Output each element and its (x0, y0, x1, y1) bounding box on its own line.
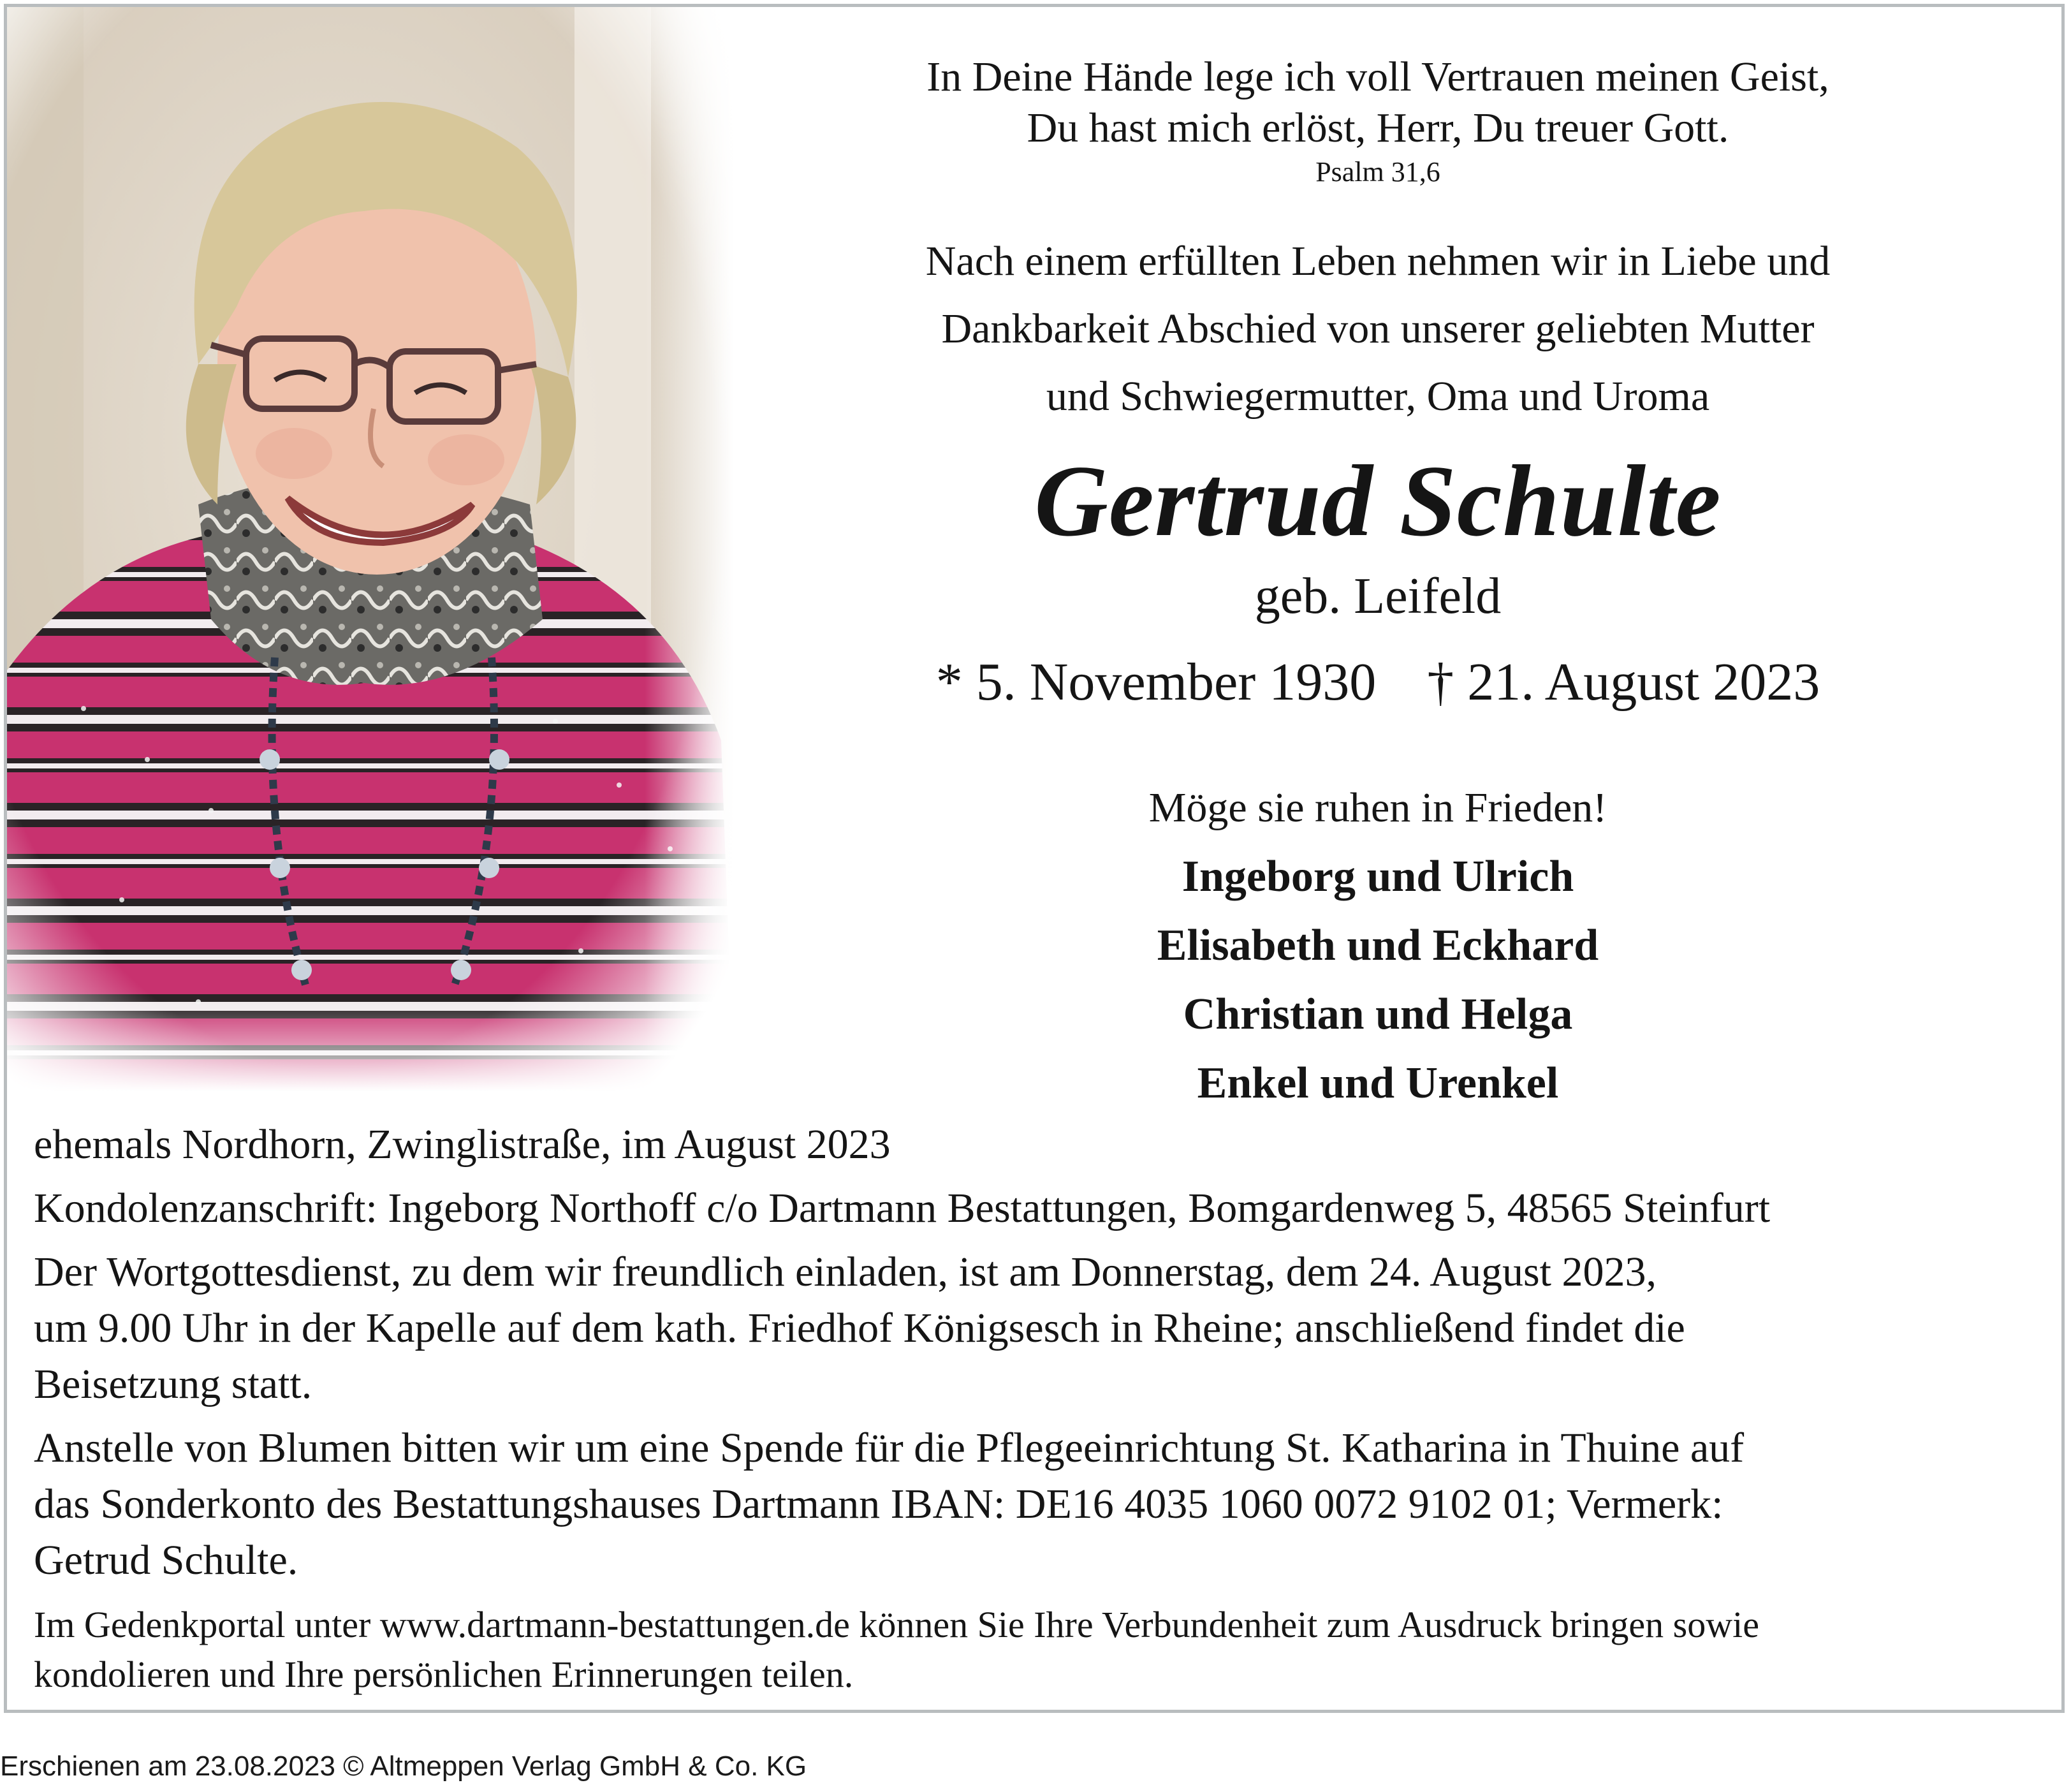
details-block (34, 1117, 2049, 1700)
family-member: Ingeborg und Ulrich (1182, 852, 1574, 901)
publication-footer: Erschienen am 23.08.2023 © Altmeppen Verlag GmbH & Co. KG (0, 1751, 807, 1782)
intro-text (772, 228, 1984, 430)
family-member: Enkel und Urenkel (1197, 1059, 1559, 1108)
portrait-photo (7, 7, 734, 1091)
family-member: Christian und Helga (1183, 990, 1573, 1039)
death-date: † 21. August 2023 (1427, 652, 1820, 712)
life-dates (772, 641, 1984, 724)
deceased-name: Gertrud Schulte (1034, 444, 1722, 557)
announcement-column (772, 52, 1984, 1118)
donation-line: Anstelle von Blumen bitten wir um eine Spende für die Pflegeeinrichtung St. Katharina in Thuine auf (34, 1425, 1745, 1471)
service-info (34, 1244, 2049, 1413)
donation-line: Getrud Schulte. (34, 1537, 298, 1583)
obituary-notice (4, 4, 2065, 1713)
donation-info (34, 1420, 2049, 1589)
service-line: Der Wortgottesdienst, zu dem wir freundlich einladen, ist am Donnerstag, dem 24. August 2023, (34, 1249, 1657, 1295)
rest-wish: Möge sie ruhen in Frieden! (1148, 784, 1607, 831)
motto-line-1: In Deine Hände lege ich voll Vertrauen meinen Geist, (926, 54, 1829, 100)
intro-line: Dankbarkeit Abschied von unserer geliebten Mutter (941, 305, 1815, 352)
motto-line-2: Du hast mich erlöst, Herr, Du treuer Gott. (1027, 105, 1729, 151)
service-line: um 9.00 Uhr in der Kapelle auf dem kath. Friedhof Königsesch in Rheine; anschließend findet die (34, 1305, 1685, 1351)
portal-line: kondolieren und Ihre persönlichen Erinnerungen teilen. (34, 1654, 854, 1695)
donation-line: das Sonderkonto des Bestattungshauses Dartmann IBAN: DE16 4035 1060 0072 9102 01; Vermerk: (34, 1481, 1723, 1527)
memorial-portal-info (34, 1600, 2049, 1700)
birth-date: * 5. November 1930 (935, 652, 1377, 712)
condolence-address: Kondolenzanschrift: Ingeborg Northoff c/o Dartmann Bestattungen, Bomgardenweg 5, 48565 Steinfurt (34, 1185, 1771, 1231)
intro-line: und Schwiegermutter, Oma und Uroma (1046, 373, 1710, 420)
family-member: Elisabeth und Eckhard (1157, 921, 1599, 970)
service-line: Beisetzung statt. (34, 1361, 312, 1407)
portal-line: Im Gedenkportal unter www.dartmann-bestattungen.de können Sie Ihre Verbundenheit zum Ausdruck bringen sowie (34, 1604, 1759, 1645)
location-line: ehemals Nordhorn, Zwinglistraße, im August 2023 (34, 1121, 891, 1168)
motto-source: Psalm 31,6 (1315, 156, 1440, 187)
family-signatures (772, 842, 1984, 1118)
birth-name: geb. Leifeld (1254, 568, 1502, 624)
intro-line: Nach einem erfüllten Leben nehmen wir in Liebe und (925, 238, 1831, 284)
